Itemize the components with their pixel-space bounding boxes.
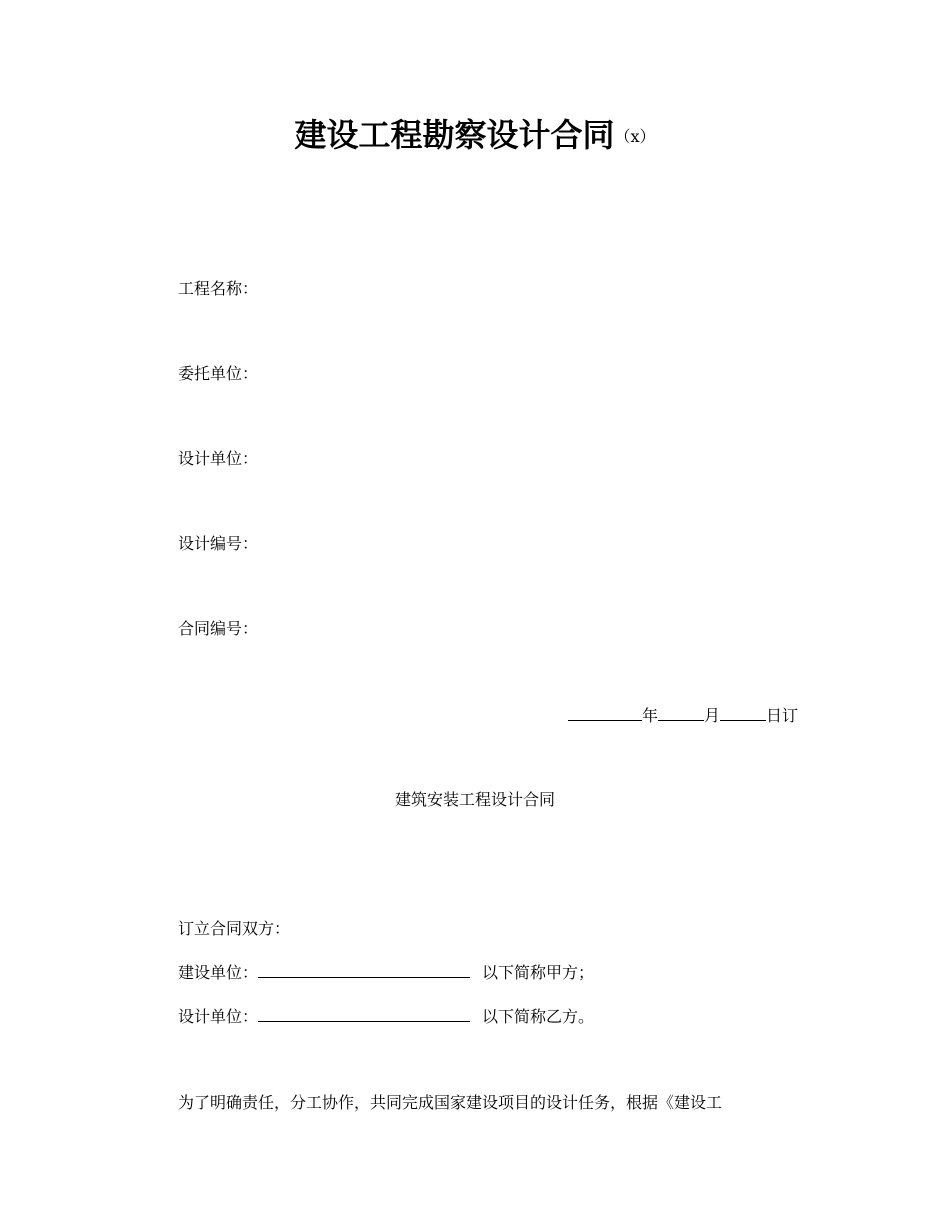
- field-design-number: [178, 532, 258, 556]
- document-title: [0, 112, 950, 164]
- client-blank: [258, 960, 470, 978]
- client-suffix: 以下简称甲方；: [482, 963, 595, 982]
- day-blank: [720, 703, 766, 721]
- parties-heading: 订立合同双方：: [178, 919, 291, 938]
- field-label: 设计单位：: [178, 449, 259, 468]
- intro-paragraph: 为了明确责任，分工协作，共同完成国家建设项目的设计任务，根据《建设工: [178, 1093, 723, 1112]
- designer-label: 设计单位：: [178, 1007, 259, 1026]
- field-contract-number: [178, 617, 258, 641]
- field-client-unit: [178, 362, 258, 386]
- document-subtitle: 建筑安装工程设计合同: [394, 790, 555, 809]
- year-blank: [568, 703, 642, 721]
- field-label: 合同编号：: [178, 619, 259, 638]
- year-label: 年: [642, 706, 659, 725]
- party-client-line: [178, 960, 594, 985]
- month-label: 月: [704, 706, 721, 725]
- party-designer-line: [178, 1004, 594, 1029]
- signing-date: [568, 703, 798, 728]
- designer-suffix: 以下简称乙方。: [482, 1007, 595, 1026]
- field-label: 委托单位：: [178, 364, 259, 383]
- day-label: 日订: [766, 706, 799, 725]
- field-label: 设计编号：: [178, 534, 259, 553]
- field-design-unit: [178, 447, 258, 471]
- field-project-name: [178, 277, 258, 301]
- title-suffix: （x）: [614, 127, 656, 146]
- month-blank: [658, 703, 704, 721]
- client-label: 建设单位：: [178, 963, 259, 982]
- field-label: 工程名称：: [178, 279, 259, 298]
- title-text: 建设工程勘察设计合同: [294, 116, 615, 154]
- designer-blank: [258, 1004, 470, 1022]
